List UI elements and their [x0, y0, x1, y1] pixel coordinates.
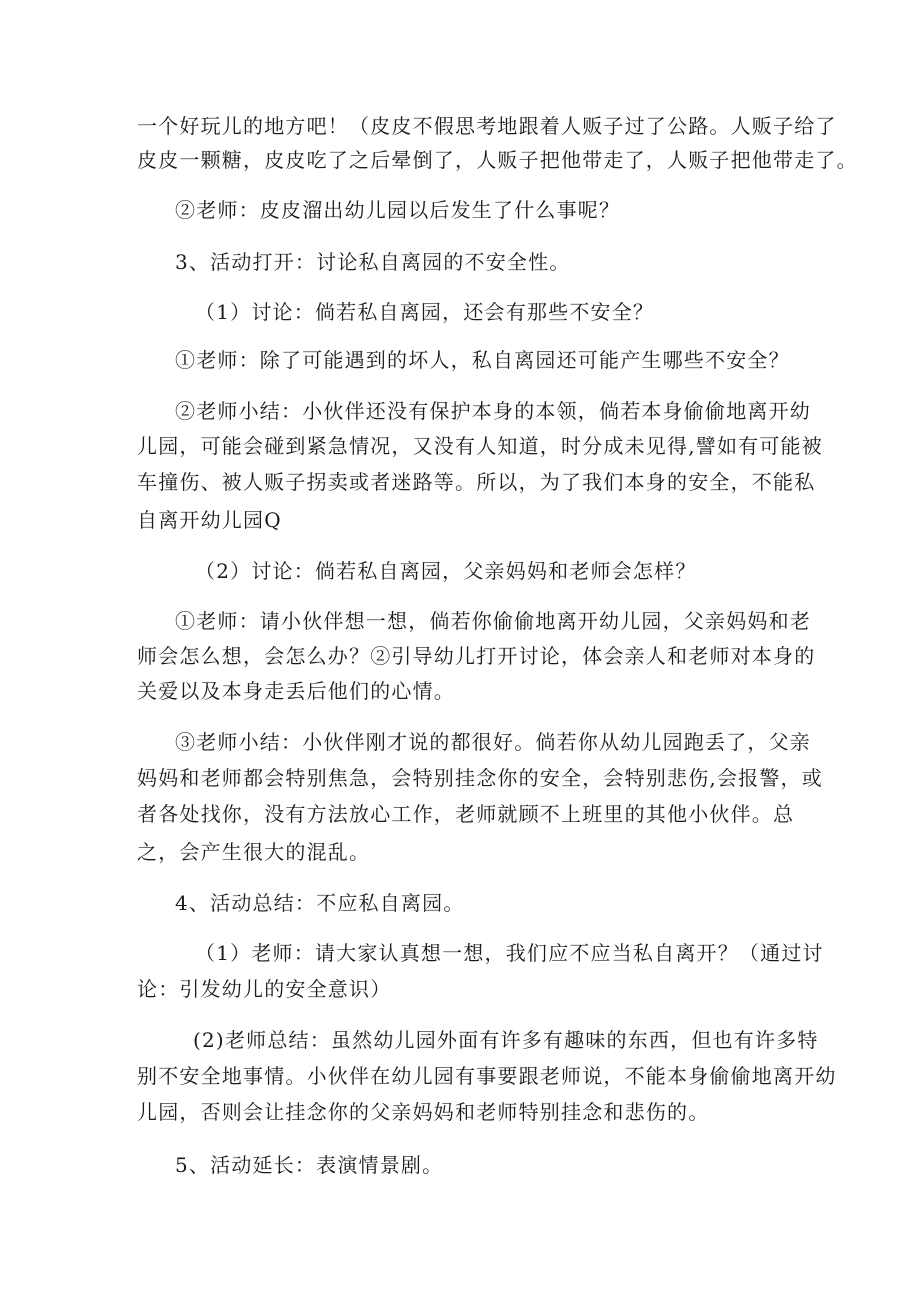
text-line-7: ②老师小结：小伙伴还没有保护本身的本领，倘若本身偷偷地离开幼 [175, 399, 811, 423]
text-line-24: 儿园，否则会让挂念你的父亲妈妈和老师特别挂念和悲伤的。 [137, 1100, 710, 1124]
section-heading-3: 3、活动打开：讨论私自离园的不安全性。 [175, 250, 571, 274]
text-line-3: ②老师：皮皮溜出幼儿园以后发生了什么事呢？ [175, 198, 621, 222]
subheading-3-1: （1）讨论：倘若私自离园，还会有那些不安全？ [195, 300, 655, 324]
text-line-12: ①老师：请小伙伴想一想，倘若你偷偷地离开幼儿园，父亲妈妈和老 [175, 609, 811, 633]
text-line-18: 之，会产生很大的混乱。 [137, 840, 371, 864]
section-heading-5: 5、活动延长：表演情景剧。 [175, 1153, 444, 1177]
text-line-6: ①老师：除了可能遇到的坏人，私自离园还可能产生哪些不安全？ [175, 348, 790, 372]
text-line-2: 皮皮一颗糖，皮皮吃了之后晕倒了，人贩子把他带走了，人贩子把他带走了。 [137, 148, 858, 172]
text-line-17: 者各处找你，没有方法放心工作，老师就顾不上班里的其他小伙伴。总 [137, 802, 795, 826]
text-line-13: 师会怎么想，会怎么办？②引导幼儿打开讨论，体会亲人和老师对本身的 [137, 644, 816, 668]
text-line-21: 论：引发幼儿的安全意识） [137, 977, 392, 1001]
text-line-8: 儿园，可能会碰到紧急情况，又没有人知道，时分成未见得,譬如有可能被 [137, 434, 823, 458]
text-line-15: ③老师小结：小伙伴刚才说的都很好。倘若你从幼儿园跑丢了，父亲 [175, 730, 811, 754]
section-heading-4: 4、活动总结：不应私自离园。 [175, 891, 465, 915]
text-line-9: 车撞伤、被人贩子拐卖或者迷路等。所以，为了我们本身的安全，不能私 [137, 470, 816, 494]
text-line-23: 别不安全地事情。小伙伴在幼儿园有事要跟老师说，不能本身偷偷地离开幼 [137, 1064, 837, 1088]
text-line-1: 一个好玩儿的地方吧！（皮皮不假思考地跟着人贩子过了公路。人贩子给了 [137, 114, 837, 138]
text-line-14: 关爱以及本身走丢后他们的心情。 [137, 679, 455, 703]
text-line-16: 妈妈和老师都会特别焦急，会特别挂念你的安全，会特别悲伤,会报警，或 [137, 766, 823, 790]
text-line-10: 自离开幼儿园Q [137, 508, 282, 532]
subheading-3-2: （2）讨论：倘若私自离园，父亲妈妈和老师会怎样？ [195, 559, 697, 583]
text-line-22: (2)老师总结：虽然幼儿园外面有许多有趣味的东西，但也有许多特 [193, 1028, 819, 1052]
text-line-20: （1）老师：请大家认真想一想，我们应不应当私自离开？（通过讨 [195, 941, 824, 965]
